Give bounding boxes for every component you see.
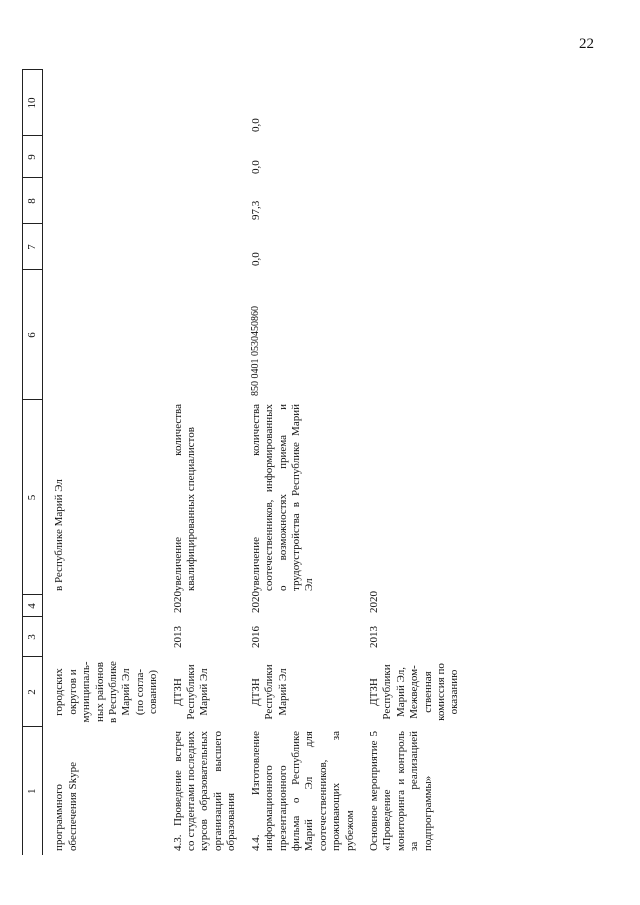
cell-value-10: 0,0 bbox=[249, 118, 262, 132]
cell-start-year: 2016 bbox=[249, 626, 262, 648]
header-col-4: 4 bbox=[23, 595, 43, 617]
cell-value-8 bbox=[43, 178, 170, 224]
table-row bbox=[366, 70, 471, 855]
header-col-2: 2 bbox=[23, 657, 43, 727]
cell-value-9: 0,0 bbox=[249, 160, 262, 174]
cell-value-10 bbox=[170, 70, 248, 136]
cell-value-10 bbox=[43, 70, 170, 136]
cell-end-year: 2020 bbox=[367, 591, 380, 613]
cell-result: увеличение количества квалифицированных специалистов bbox=[171, 404, 198, 591]
cell-end-year: 2020 bbox=[171, 591, 184, 613]
page-number: 22 bbox=[579, 36, 594, 52]
cell-start-year bbox=[43, 617, 170, 657]
header-col-9: 9 bbox=[23, 136, 43, 178]
cell-value-9 bbox=[366, 136, 471, 178]
header-col-8: 8 bbox=[23, 178, 43, 224]
cell-start-year: 2013 bbox=[367, 626, 380, 648]
cell-budget-code bbox=[170, 270, 248, 400]
cell-activity: 4.3. Проведение встреч со студентами последних курсов образовательных организаций высшего образования bbox=[171, 731, 238, 851]
cell-value-8 bbox=[170, 178, 248, 224]
header-col-6: 6 bbox=[23, 270, 43, 400]
table-row bbox=[248, 70, 366, 855]
cell-value-8: 97,3 bbox=[249, 200, 262, 220]
cell-value-9 bbox=[170, 136, 248, 178]
table-header-row bbox=[23, 70, 43, 855]
header-col-5: 5 bbox=[23, 400, 43, 595]
program-table bbox=[22, 70, 471, 856]
cell-value-7 bbox=[170, 224, 248, 270]
table-row bbox=[170, 70, 248, 855]
header-col-1: 1 bbox=[23, 727, 43, 855]
cell-start-year: 2013 bbox=[171, 626, 184, 648]
cell-activity: Основное мероприятие 5 «Проведение мониторинга и контроль за реализацией подпрограммы» bbox=[367, 731, 434, 851]
cell-result: увеличение количества соотечественников, информированных о возможностях приема и трудоустройства в Республике Марий Эл bbox=[249, 404, 316, 591]
cell-budget-code: 850 0401 0530450860 bbox=[249, 306, 261, 396]
cell-value-9 bbox=[43, 136, 170, 178]
header-col-7: 7 bbox=[23, 224, 43, 270]
rotated-table-container bbox=[22, 70, 607, 855]
cell-value-7 bbox=[43, 224, 170, 270]
cell-executor: ДТЗН Республики Марий Эл, Межведом- ственная комиссия по оказанию bbox=[367, 663, 461, 721]
cell-executor: ДТЗН Республики Марий Эл bbox=[171, 664, 211, 720]
header-col-3: 3 bbox=[23, 617, 43, 657]
table-row bbox=[43, 70, 170, 855]
cell-executor: ДТЗН Республики Марий Эл bbox=[249, 664, 289, 720]
cell-result: в Республике Марий Эл bbox=[53, 479, 66, 591]
cell-activity: программного обеспечения Skype bbox=[53, 762, 79, 851]
cell-activity: 4.4. Изготовление информационного презентационного фильма о Республике Марий Эл для соотечественников, проживающих за рубежом bbox=[249, 731, 356, 851]
cell-value-10 bbox=[366, 70, 471, 136]
cell-budget-code bbox=[43, 270, 170, 400]
cell-value-8 bbox=[366, 178, 471, 224]
cell-value-7: 0,0 bbox=[249, 252, 262, 266]
header-col-10: 10 bbox=[23, 70, 43, 136]
cell-value-7 bbox=[366, 224, 471, 270]
cell-executor: городских округов и муниципаль- ных районов в Республике Марий Эл (по согла- сованию) bbox=[53, 661, 160, 723]
cell-result bbox=[366, 400, 471, 595]
cell-budget-code bbox=[366, 270, 471, 400]
cell-end-year bbox=[43, 595, 170, 617]
cell-end-year: 2020 bbox=[249, 591, 262, 613]
